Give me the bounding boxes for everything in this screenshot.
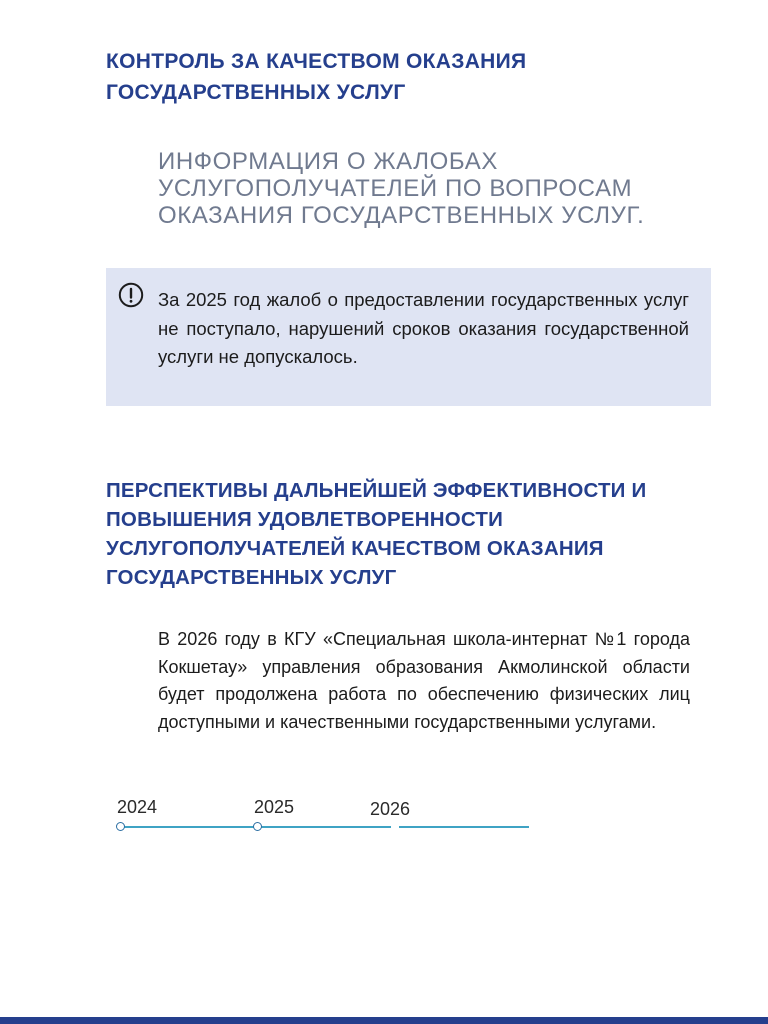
subheading-line2: УСЛУГОПОЛУЧАТЕЛЕЙ ПО ВОПРОСАМ [158, 175, 633, 202]
section-title-line1: ПЕРСПЕКТИВЫ ДАЛЬНЕЙШЕЙ ЭФФЕКТИВНОСТИ И [106, 479, 647, 502]
page-title-line1: КОНТРОЛЬ ЗА КАЧЕСТВОМ ОКАЗАНИЯ [106, 50, 527, 73]
page-title [106, 46, 706, 108]
timeline-year-2025: 2025 [254, 797, 295, 817]
section-title-line3: УСЛУГОПОЛУЧАТЕЛЕЙ КАЧЕСТВОМ ОКАЗАНИЯ [106, 537, 604, 560]
timeline-segment-3 [399, 826, 529, 828]
subheading-line1: ИНФОРМАЦИЯ О ЖАЛОБАХ [158, 148, 498, 175]
body-paragraph: В 2026 году в КГУ «Специальная школа-интернат №1 города Кокшетау» управления образования Акмолинской области будет продолжена работа по обеспечению физических лиц доступными и качественными государственными услугами. [158, 629, 690, 732]
timeline-year-2024: 2024 [117, 797, 158, 817]
exclamation-circle-icon [118, 282, 144, 308]
timeline-segment-1 [121, 826, 258, 828]
bottom-bar [0, 1017, 768, 1024]
timeline-year-2026: 2026 [370, 799, 411, 819]
section-title-line2: ПОВЫШЕНИЯ УДОВЛЕТВОРЕННОСТИ [106, 508, 504, 531]
notice-box [106, 268, 711, 406]
timeline-dot-2025 [253, 822, 262, 831]
timeline-segment-2 [258, 826, 391, 828]
subheading [158, 148, 738, 229]
timeline-dot-2024 [116, 822, 125, 831]
page-title-line2: ГОСУДАРСТВЕННЫХ УСЛУГ [106, 81, 406, 104]
section-title-line4: ГОСУДАРСТВЕННЫХ УСЛУГ [106, 566, 397, 589]
section-title [106, 476, 716, 592]
notice-text: За 2025 год жалоб о предоставлении государственных услуг не поступало, нарушений сроков оказания государственной услуги не допускалось. [158, 289, 689, 367]
subheading-line3: ОКАЗАНИЯ ГОСУДАРСТВЕННЫХ УСЛУГ. [158, 202, 645, 229]
